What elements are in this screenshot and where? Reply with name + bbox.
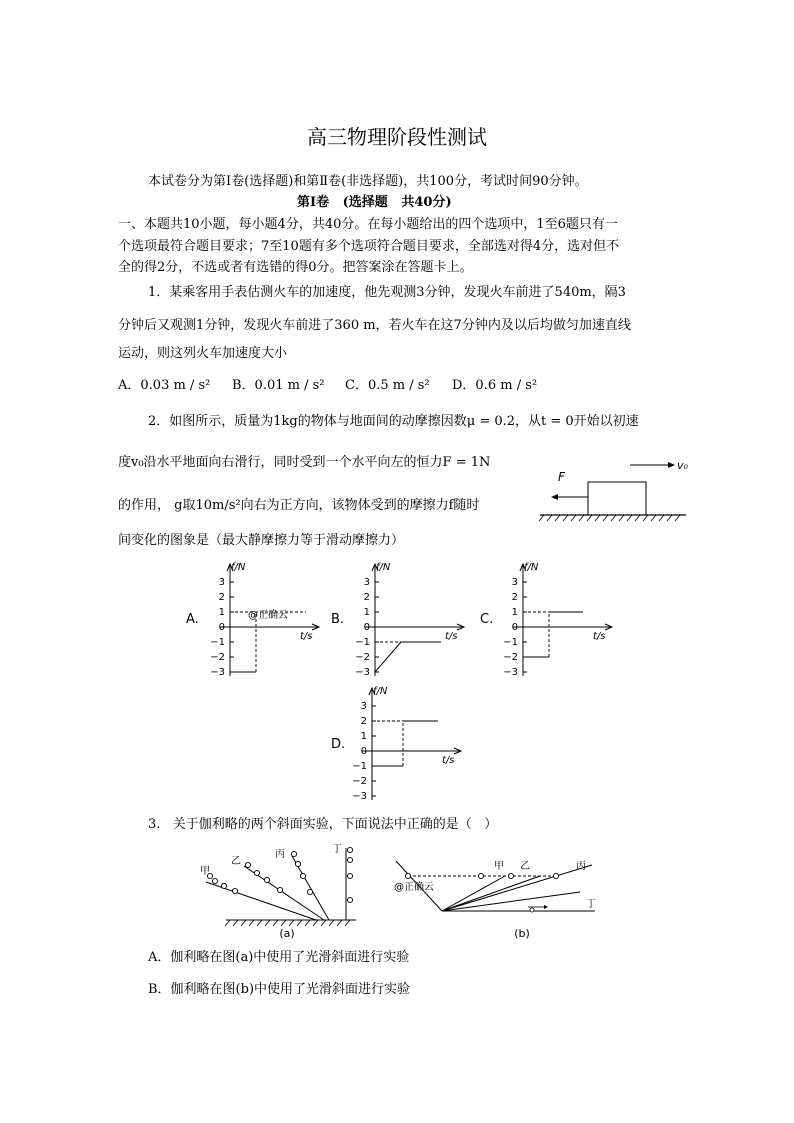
tick-label: 0 [363, 622, 370, 633]
tick-label: 3 [360, 701, 367, 712]
watermark: @正确云 [248, 610, 288, 621]
label-bing: 丙 [275, 849, 285, 860]
x-axis-label: t/s [593, 631, 606, 642]
tick-label: 1 [363, 607, 370, 618]
tick-label: 2 [218, 592, 225, 603]
instruction-line: 一、本题共10小题，每小题4分，共40分。在每小题给出的四个选项中，1至6题只有一 [118, 217, 618, 232]
tick-label: 3 [511, 577, 518, 588]
q2-stem-line: 间变化的图象是（最大静摩擦力等于滑动摩擦力） [118, 533, 405, 548]
y-axis-label: f/N [231, 562, 246, 573]
incline-figure-b [390, 855, 600, 940]
q2-stem-line: 度v₀沿水平地面向右滑行，同时受到一个水平向左的恒力F = 1N [118, 455, 491, 470]
graph-a [200, 558, 330, 682]
tick-label: 0 [360, 746, 367, 757]
q1-option-c: C．0.5 m / s² [345, 378, 430, 393]
q3-stem: 3. 关于伽利略的两个斜面实验，下面说法中正确的是（ ） [148, 817, 498, 832]
tick-label: 1 [511, 607, 518, 618]
tick-label: −3 [355, 667, 370, 678]
instruction-line: 全的得2分，不选或者有选错的得0分。把答案涂在答题卡上。 [118, 260, 473, 275]
x-axis-label: t/s [445, 631, 458, 642]
tick-label: −3 [210, 667, 225, 678]
tick-label: 2 [360, 716, 367, 727]
instruction-line: 个选项最符合题目要求；7至10题有多个选项符合题目要求，全部选对得4分，选对但不 [118, 239, 620, 254]
tick-label: 1 [218, 607, 225, 618]
tick-label: −1 [355, 637, 370, 648]
page-title: 高三物理阶段性测试 [307, 125, 487, 149]
label-yi: 乙 [520, 861, 530, 872]
q1-stem-line: 运动，则这列火车加速度大小 [118, 346, 288, 361]
q1-stem-line: 分钟后又观测1分钟，发现火车前进了360 m，若火车在这7分钟内及以后均做匀加速直线 [118, 318, 631, 333]
x-axis-label: t/s [300, 631, 313, 642]
graph-option-a-label: A. [186, 612, 199, 627]
x-axis-label: t/s [442, 755, 455, 766]
tick-label: 3 [363, 577, 370, 588]
q1-stem-line: 1．某乘客用手表估测火车的加速度，他先观测3分钟，发现火车前进了540m，隔3 [148, 285, 626, 300]
label-bing: 丙 [576, 861, 586, 872]
tick-label: 2 [363, 592, 370, 603]
section-heading: 第Ⅰ卷 (选择题 共40分) [297, 195, 452, 210]
block [588, 482, 646, 515]
label-yi: 乙 [231, 856, 241, 867]
velocity-label: v₀ [677, 459, 688, 472]
intro-text: 本试卷分为第Ⅰ卷(选择题)和第Ⅱ卷(非选择题)，共100分，考试时间90分钟。 [148, 174, 588, 189]
tick-label: −2 [503, 652, 518, 663]
tick-label: 0 [218, 622, 225, 633]
watermark: @正确云 [394, 882, 434, 893]
q3-option-b: B．伽利略在图(b)中使用了光滑斜面进行实验 [148, 982, 411, 997]
graph-d [342, 682, 472, 806]
y-axis-label: f/N [376, 562, 391, 573]
caption-a: (a) [279, 927, 295, 940]
graph-b [345, 558, 475, 682]
label-jia: 甲 [494, 861, 504, 872]
tick-label: −1 [503, 637, 518, 648]
tick-label: −2 [210, 652, 225, 663]
graph-option-c-label: C. [480, 612, 494, 627]
q2-stem-line: 2．如图所示，质量为1kg的物体与地面间的动摩擦因数μ = 0.2，从t = 0开始以初速 [148, 414, 639, 429]
graph-c [493, 558, 623, 682]
label-ding: 丁 [332, 844, 342, 855]
caption-b: (b) [514, 927, 530, 940]
tick-label: 0 [511, 622, 518, 633]
tick-label: −3 [503, 667, 518, 678]
graph-option-b-label: B. [331, 612, 345, 627]
incline-figure-a [196, 840, 364, 940]
force-label: F [558, 470, 565, 484]
label-ding: 丁 [586, 899, 596, 910]
tick-label: −2 [352, 776, 367, 787]
tick-label: −3 [352, 791, 367, 802]
tick-label: −1 [210, 637, 225, 648]
block-on-ground-figure [536, 455, 692, 521]
y-axis-label: f/N [524, 562, 539, 573]
tick-label: 2 [511, 592, 518, 603]
q1-option-b: B．0.01 m / s² [232, 378, 325, 393]
q3-option-a: A．伽利略在图(a)中使用了光滑斜面进行实验 [148, 950, 410, 965]
q1-option-a: A．0.03 m / s² [118, 378, 211, 393]
y-axis-label: f/N [373, 686, 388, 697]
tick-label: 3 [218, 577, 225, 588]
tick-label: −2 [355, 652, 370, 663]
q2-stem-line: 的作用， g取10m/s²向右为正方向，该物体受到的摩擦力f随时 [118, 498, 480, 513]
graph-option-d-label: D. [331, 737, 346, 752]
tick-label: 1 [360, 731, 367, 742]
q1-option-d: D．0.6 m / s² [452, 378, 538, 393]
tick-label: −1 [352, 761, 367, 772]
label-jia: 甲 [200, 866, 210, 877]
